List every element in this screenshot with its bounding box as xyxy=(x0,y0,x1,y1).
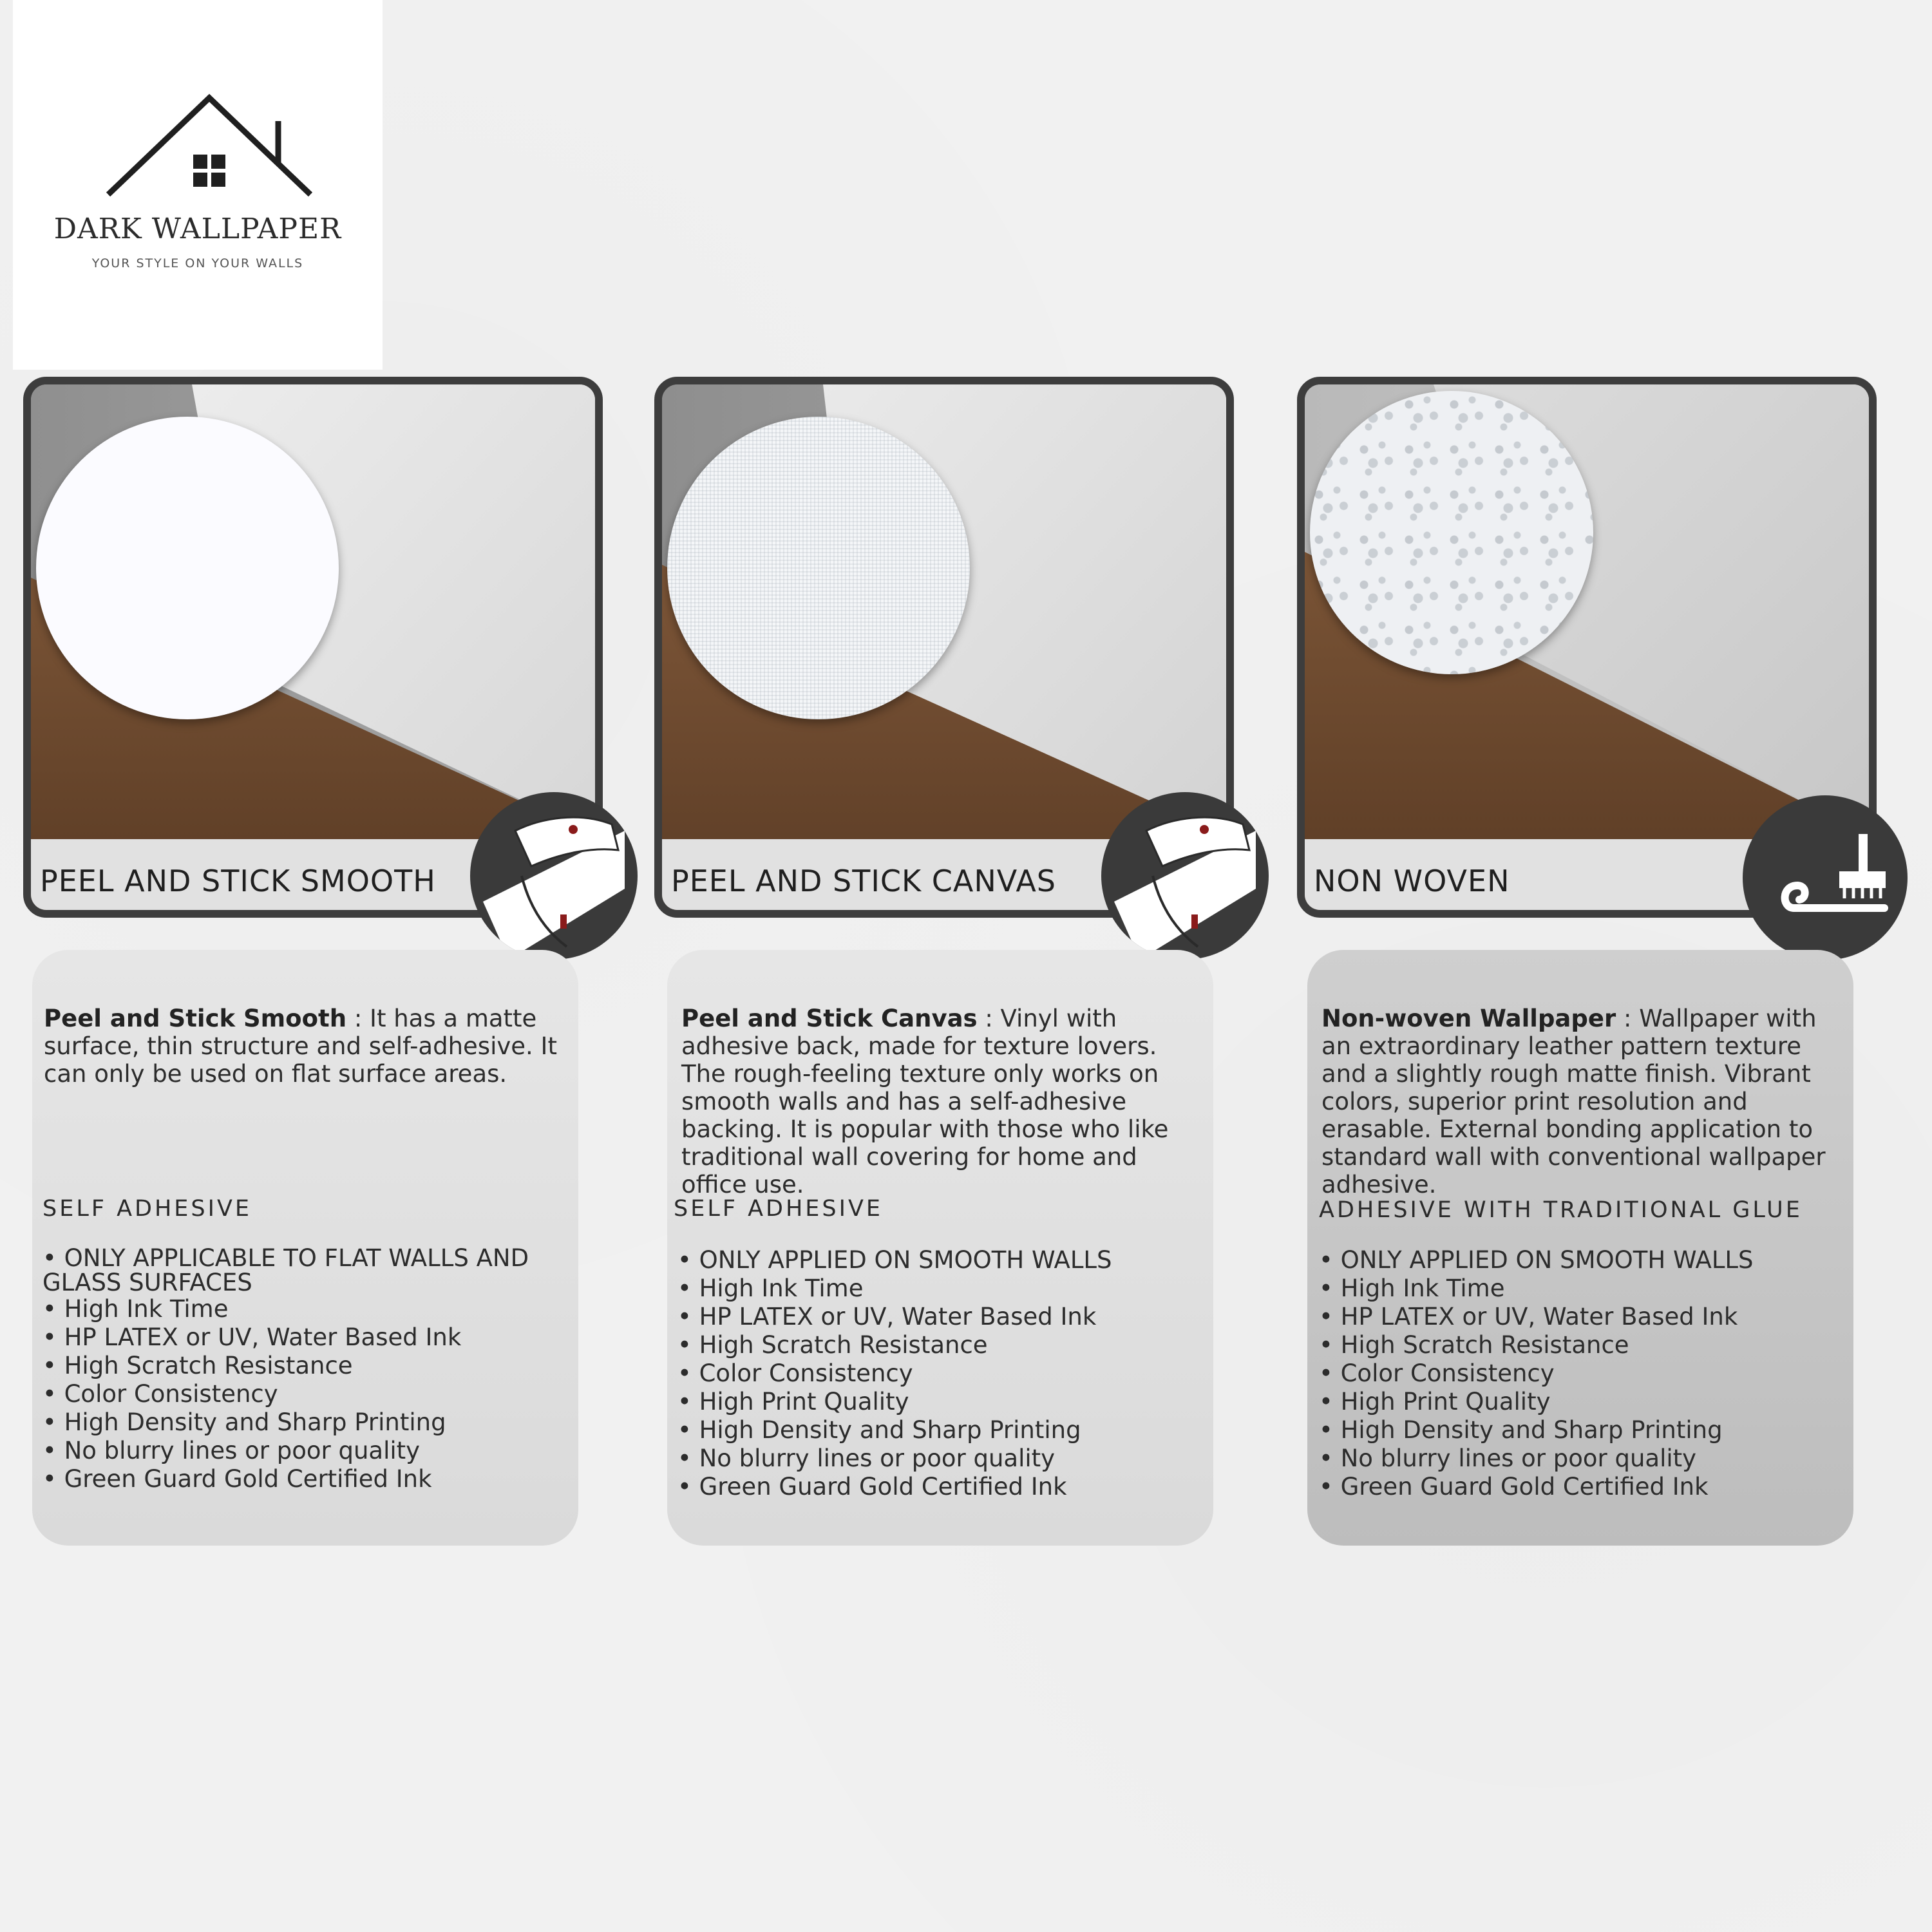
list-item: • High Density and Sharp Printing xyxy=(1319,1416,1834,1444)
list-item: • HP LATEX or UV, Water Based Ink xyxy=(43,1323,558,1352)
list-item: • Green Guard Gold Certified Ink xyxy=(43,1465,558,1493)
list-item: • HP LATEX or UV, Water Based Ink xyxy=(1319,1303,1834,1331)
list-item: • No blurry lines or poor quality xyxy=(43,1437,558,1465)
feature-list xyxy=(43,1246,558,1493)
list-item: • ONLY APPLIED ON SMOOTH WALLS xyxy=(677,1246,1193,1274)
list-item: • No blurry lines or poor quality xyxy=(677,1444,1193,1473)
list-item: • High Print Quality xyxy=(677,1388,1193,1416)
product-label: PEEL AND STICK SMOOTH xyxy=(40,864,436,898)
list-item: • High Print Quality xyxy=(1319,1388,1834,1416)
list-item: • High Ink Time xyxy=(1319,1274,1834,1303)
list-item: • Green Guard Gold Certified Ink xyxy=(677,1473,1193,1501)
description-title: Peel and Stick Canvas xyxy=(681,1005,978,1032)
brand-name: DARK WALLPAPER xyxy=(53,213,342,245)
product-description-panel xyxy=(32,950,578,1546)
adhesive-type: SELF ADHESIVE xyxy=(674,1196,884,1222)
description-body: : It has a matte surface, thin structure and self-adhesive. It can only be used on flat surface areas. xyxy=(44,1005,557,1088)
texture-swatch-canvas xyxy=(667,417,970,719)
description-title: Non-woven Wallpaper xyxy=(1321,1005,1616,1032)
texture-swatch-smooth xyxy=(36,417,339,719)
product-description xyxy=(1321,1005,1837,1198)
list-item: • ONLY APPLICABLE TO FLAT WALLS AND GLASS SURFACES xyxy=(43,1246,558,1295)
list-item: • High Ink Time xyxy=(43,1295,558,1323)
list-item: • Color Consistency xyxy=(677,1359,1193,1388)
peel-hand-icon xyxy=(470,792,638,960)
description-body: : Vinyl with adhesive back, made for texture lovers. The rough-feeling texture only works on smooth walls and has a self-adhesive backing. It is popular with those who like traditional wall covering for home and office use. xyxy=(681,1005,1169,1198)
feature-list xyxy=(677,1246,1193,1501)
description-body: : Wallpaper with an extraordinary leather pattern texture and a slightly rough matte finish. Vibrant colors, superior print resolution and erasable. External bonding application to standard wall with conventional wallpaper adhesive. xyxy=(1321,1005,1826,1198)
list-item: • High Scratch Resistance xyxy=(43,1352,558,1380)
list-item: • High Density and Sharp Printing xyxy=(43,1408,558,1437)
list-item: • High Scratch Resistance xyxy=(677,1331,1193,1359)
brand-tagline: YOUR STYLE ON YOUR WALLS xyxy=(91,256,304,270)
description-title: Peel and Stick Smooth xyxy=(44,1005,347,1032)
product-label: NON WOVEN xyxy=(1314,864,1510,898)
list-item: • Color Consistency xyxy=(1319,1359,1834,1388)
product-label: PEEL AND STICK CANVAS xyxy=(671,864,1056,898)
texture-swatch-leather xyxy=(1310,391,1593,674)
brand-logo xyxy=(13,0,383,370)
list-item: • Green Guard Gold Certified Ink xyxy=(1319,1473,1834,1501)
house-icon xyxy=(103,90,316,206)
list-item: • High Ink Time xyxy=(677,1274,1193,1303)
list-item: • High Density and Sharp Printing xyxy=(677,1416,1193,1444)
peel-hand-icon xyxy=(1101,792,1269,960)
product-description xyxy=(44,1005,559,1088)
list-item: • No blurry lines or poor quality xyxy=(1319,1444,1834,1473)
list-item: • High Scratch Resistance xyxy=(1319,1331,1834,1359)
product-description-panel xyxy=(667,950,1213,1546)
glue-brush-icon xyxy=(1743,795,1908,960)
adhesive-type: SELF ADHESIVE xyxy=(43,1196,252,1222)
list-item: • Color Consistency xyxy=(43,1380,558,1408)
list-item: • HP LATEX or UV, Water Based Ink xyxy=(677,1303,1193,1331)
list-item: • ONLY APPLIED ON SMOOTH WALLS xyxy=(1319,1246,1834,1274)
product-description-panel xyxy=(1307,950,1853,1546)
feature-list xyxy=(1319,1246,1834,1501)
adhesive-type: ADHESIVE WITH TRADITIONAL GLUE xyxy=(1319,1197,1803,1223)
product-description xyxy=(681,1005,1197,1198)
